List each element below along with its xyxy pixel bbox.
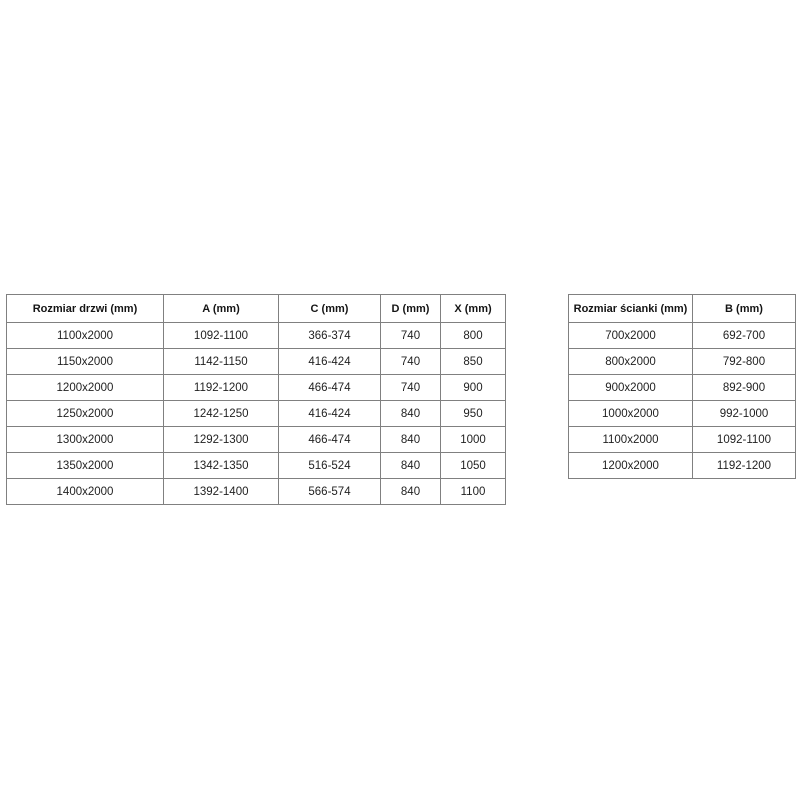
data-cell: 466-474: [279, 427, 381, 453]
data-cell: 800x2000: [569, 349, 693, 375]
table-row: [569, 453, 796, 479]
data-cell: 900x2000: [569, 375, 693, 401]
data-cell: 1200x2000: [7, 375, 164, 401]
data-cell: 840: [381, 479, 441, 505]
data-cell: 840: [381, 453, 441, 479]
data-cell: 1342-1350: [164, 453, 279, 479]
data-cell: 1000x2000: [569, 401, 693, 427]
table-row: [569, 427, 796, 453]
data-cell: 1150x2000: [7, 349, 164, 375]
data-cell: 1350x2000: [7, 453, 164, 479]
header-cell: Rozmiar ścianki (mm): [569, 295, 693, 323]
table-row: [7, 349, 506, 375]
header-cell: D (mm): [381, 295, 441, 323]
data-cell: 1100: [441, 479, 506, 505]
data-cell: 950: [441, 401, 506, 427]
data-cell: 1242-1250: [164, 401, 279, 427]
data-cell: 692-700: [693, 323, 796, 349]
data-cell: 1142-1150: [164, 349, 279, 375]
table-row: [7, 401, 506, 427]
data-cell: 740: [381, 375, 441, 401]
header-cell: B (mm): [693, 295, 796, 323]
table-row: [7, 375, 506, 401]
data-cell: 1192-1200: [164, 375, 279, 401]
data-cell: 740: [381, 349, 441, 375]
header-cell: Rozmiar drzwi (mm): [7, 295, 164, 323]
data-cell: 1392-1400: [164, 479, 279, 505]
walls-spec-table-container: [568, 294, 796, 479]
data-cell: 740: [381, 323, 441, 349]
data-cell: 516-524: [279, 453, 381, 479]
doors-spec-table: [6, 294, 506, 505]
header-cell: X (mm): [441, 295, 506, 323]
data-cell: 792-800: [693, 349, 796, 375]
table-row: [569, 349, 796, 375]
table-row: [7, 453, 506, 479]
data-cell: 1092-1100: [693, 427, 796, 453]
doors-spec-table-container: [6, 294, 506, 505]
data-cell: 416-424: [279, 349, 381, 375]
data-cell: 1200x2000: [569, 453, 693, 479]
data-cell: 1400x2000: [7, 479, 164, 505]
data-cell: 416-424: [279, 401, 381, 427]
data-cell: 466-474: [279, 375, 381, 401]
data-cell: 1050: [441, 453, 506, 479]
data-cell: 892-900: [693, 375, 796, 401]
data-cell: 566-574: [279, 479, 381, 505]
data-cell: 992-1000: [693, 401, 796, 427]
data-cell: 1192-1200: [693, 453, 796, 479]
data-cell: 1250x2000: [7, 401, 164, 427]
data-cell: 366-374: [279, 323, 381, 349]
table-row: [7, 479, 506, 505]
data-cell: 1292-1300: [164, 427, 279, 453]
data-cell: 800: [441, 323, 506, 349]
data-cell: 700x2000: [569, 323, 693, 349]
data-cell: 1100x2000: [7, 323, 164, 349]
table-row: [569, 323, 796, 349]
data-cell: 900: [441, 375, 506, 401]
data-cell: 1100x2000: [569, 427, 693, 453]
header-cell: A (mm): [164, 295, 279, 323]
table-row: [7, 427, 506, 453]
data-cell: 1300x2000: [7, 427, 164, 453]
data-cell: 840: [381, 427, 441, 453]
data-cell: 1092-1100: [164, 323, 279, 349]
table-row: [569, 375, 796, 401]
table-row: [7, 323, 506, 349]
header-cell: C (mm): [279, 295, 381, 323]
data-cell: 1000: [441, 427, 506, 453]
walls-header-row: [569, 295, 796, 323]
data-cell: 840: [381, 401, 441, 427]
walls-spec-table: [568, 294, 796, 479]
table-row: [569, 401, 796, 427]
data-cell: 850: [441, 349, 506, 375]
doors-header-row: [7, 295, 506, 323]
